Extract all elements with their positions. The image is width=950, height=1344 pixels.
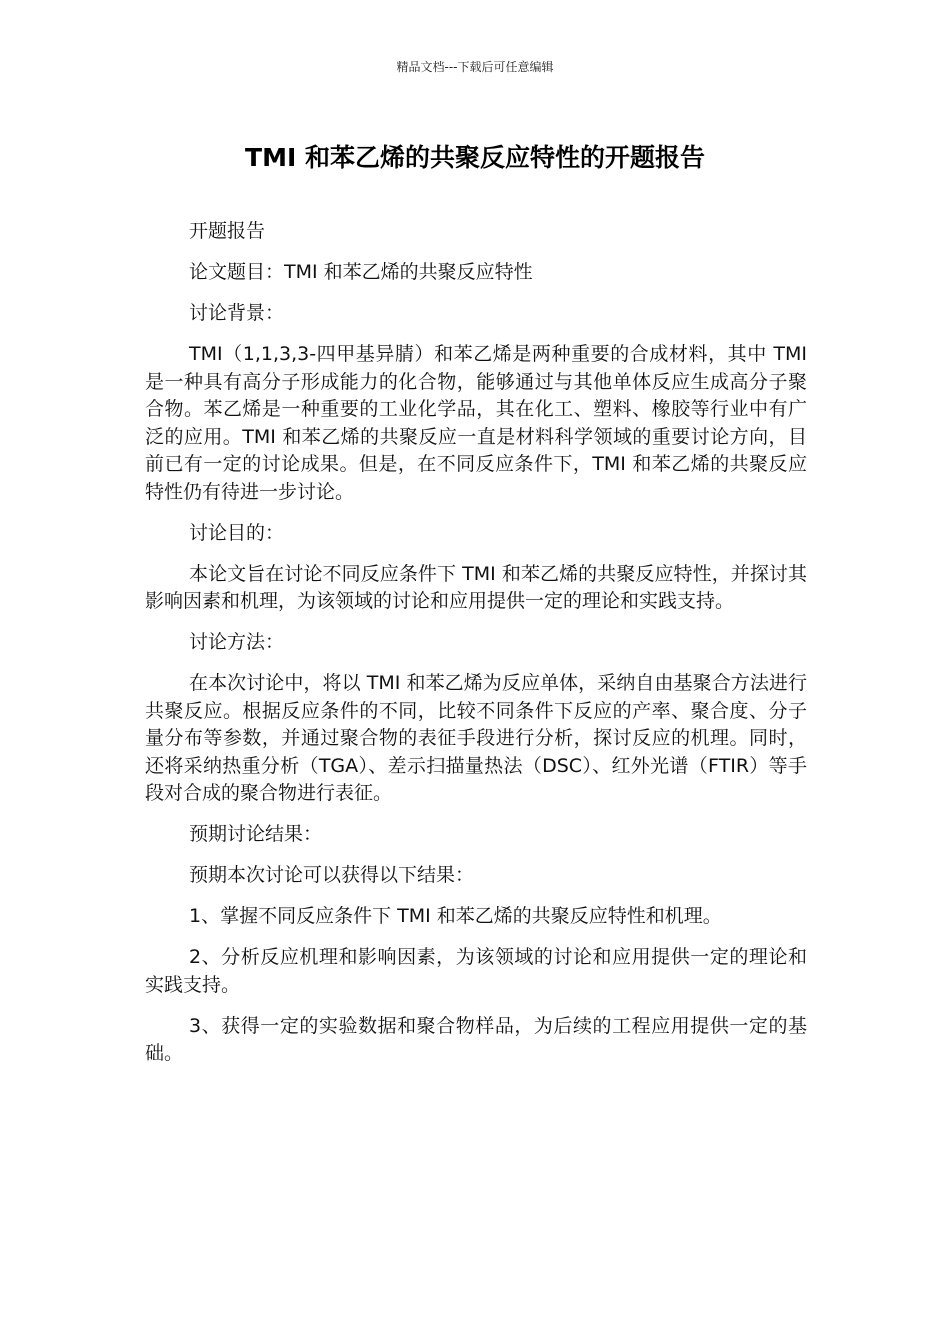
heading-methods: 讨论方法： [189,631,285,653]
paragraph-purpose: 本论文旨在讨论不同反应条件下 TMI 和苯乙烯的共聚反应特性，并探讨其影响因素和机理，为该领域的讨论和应用提供一定的理论和实践支持。 [145,562,807,612]
paragraph-background: TMI（1,1,3,3-四甲基异腈）和苯乙烯是两种重要的合成材料，其中 TMI 是一种具有高分子形成能力的化合物，能够通过与其他单体反应生成高分子聚合物。苯乙烯是一种重要的工业化学品，其在化工、塑料、橡胶等行业中有广泛的应用。TMI 和苯乙烯的共聚反应一直是材料科学领域的重要讨论方向，目前已有一定的讨论成果。但是，在不同反应条件下，TMI 和苯乙烯的共聚反应特性仍有待进一步讨论。 [145,343,807,503]
paragraph-thesis-topic: 论文题目：TMI 和苯乙烯的共聚反应特性 [189,261,533,283]
document-title: TMI 和苯乙烯的共聚反应特性的开题报告 [245,143,705,172]
heading-purpose: 讨论目的： [189,521,285,544]
list-item-result-1: 1、掌握不同反应条件下 TMI 和苯乙烯的共聚反应特性和机理。 [189,905,722,927]
paragraph-report-label: 开题报告 [189,220,266,242]
list-item-result-3: 3、获得一定的实验数据和聚合物样品，为后续的工程应用提供一定的基础。 [145,1014,807,1064]
document-body [145,218,807,1081]
heading-expected-results: 预期讨论结果： [189,823,323,845]
list-item-result-2: 2、分析反应机理和影响因素，为该领域的讨论和应用提供一定的理论和实践支持。 [145,946,807,996]
heading-background: 讨论背景： [189,302,285,324]
page-header-text: 精品文档---下载后可任意编辑 [396,60,554,74]
paragraph-methods: 在本次讨论中，将以 TMI 和苯乙烯为反应单体，采纳自由基聚合方法进行共聚反应。根据反应条件的不同，比较不同条件下反应的产率、聚合度、分子量分布等参数，并通过聚合物的表征手段进行分析，探讨反应的机理。同时，还将采纳热重分析（TGA）、差示扫描量热法（DSC）、红外光谱（FTIR）等手段对合成的聚合物进行表征。 [145,672,807,804]
paragraph-expected-intro: 预期本次讨论可以获得以下结果： [189,864,475,886]
